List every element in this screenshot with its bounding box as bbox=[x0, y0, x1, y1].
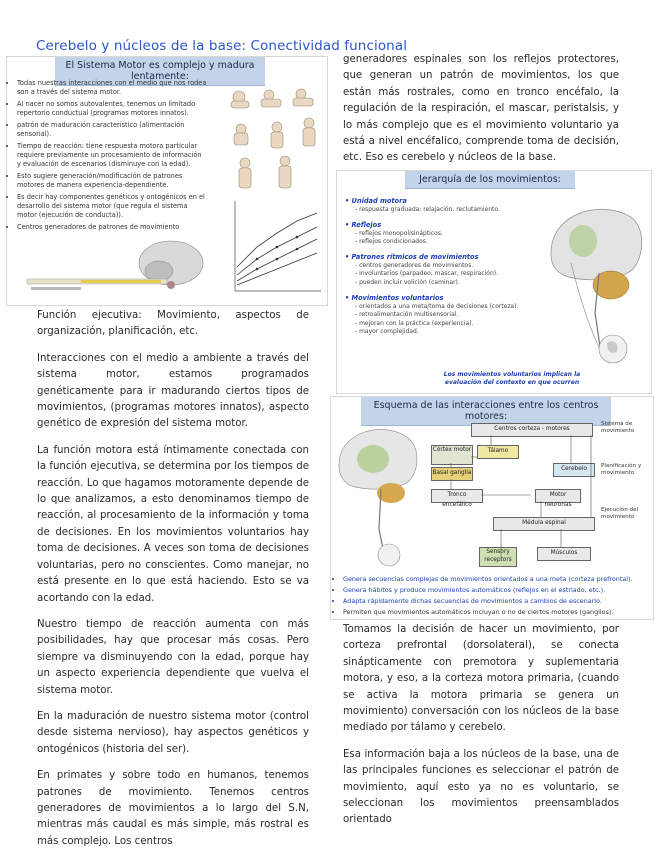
scheme-arrows bbox=[421, 427, 611, 567]
paragraph: En la maduración de nuestro sistema motor (control desde sistema nervioso), hay aspectos genéticos y ontogénicos (historia del ser). bbox=[37, 710, 309, 755]
paragraph: generadores espinales son los reflejos protectores, que generan un patrón de movimientos, los que están más rostrales, como en tronco encéfalo, la regulación de la respiración, el mascar, peristalsis, y lo más complejo que es el movimiento voluntario ya está a nivel encéfalico, comprende toma de decisión, etc. Eso es cerebelo y núcleos de la base. bbox=[343, 54, 619, 164]
hierarchy-item: • Reflejos bbox=[345, 220, 382, 229]
figure-header: El Sistema Motor es complejo y madura lentamente: bbox=[55, 57, 265, 86]
scheme-captions bbox=[331, 575, 655, 619]
motor-system-figure bbox=[6, 56, 328, 306]
figure-header: Esquema de las interacciones entre los centros motores: bbox=[361, 397, 611, 426]
caption-item: • Permiten que movimientos automáticos incluyan o no de ciertos motores (ganglios). bbox=[343, 608, 655, 617]
hierarchy-list bbox=[345, 197, 541, 337]
bullet: • Centros generadores de patrones de movimiento bbox=[17, 223, 207, 232]
paragraph: Tomamos la decisión de hacer un movimiento, por corteza prefrontal (dorsolateral), se conecta sinápticamente con premotora y suplementaria motora, y eso, a la corteza motora primaria, (cuando se activa la motora primaria se genera un movimiento) conversación con los núcleos de la base mediado por tálamo y cerebelo. bbox=[343, 624, 619, 734]
movement-hierarchy-figure bbox=[336, 170, 652, 394]
scheme-box-sensory-receptors: Sensory receptors bbox=[479, 547, 517, 567]
bullet: • Esto sugiere generación/modificación de patrones motores de manera experiencia-dependiente. bbox=[17, 172, 207, 190]
paragraph: En primates y sobre todo en humanos, tenemos patrones de movimiento. Tenemos centros generadores de movimientos a lo largo del S.N, mientras más caudal es más simple, más rostral es más complejo. Los centros bbox=[37, 770, 309, 847]
hierarchy-item: • Unidad motora bbox=[345, 197, 407, 205]
scheme-box-brainstem: Tronco encefálico bbox=[431, 489, 483, 503]
paragraph: La función motora está íntimamente conectada con la función ejecutiva, se determina por los tiempos de reacción. Lo que hagamos motoramente depende de lo que analizamos, a esto denominamos tiempo de reacción, al procesamiento de la información y toma de decisiones. En los movimientos voluntarios hay toma de decisiones. A veces son toma de decisiones voluntarias, pero no conscientes. Como manejar, no está presente en lo que está haciendo. Esto se va acortando con la edad. bbox=[37, 444, 309, 604]
bullet: • Es decir hay componentes genéticos y ontogénicos en el desarrollo del sistema motor (que regula el sistema motor (ejecución de conducta)). bbox=[17, 193, 207, 220]
hierarchy-sub: - orientados a una meta/toma de decisiones (corteza). bbox=[355, 302, 519, 310]
caption-item: • Genera secuencias complejas de movimientos orientados a una meta (corteza prefrontal). bbox=[343, 575, 655, 584]
paragraph: Función ejecutiva: Movimiento, aspectos de organización, planificación, etc. bbox=[37, 310, 309, 338]
reaction-time-graph bbox=[227, 197, 323, 297]
bullet: • Al nacer no somos autovalentes, tenemos un limitado repertorio conductual (programas motores innatos). bbox=[17, 100, 207, 118]
scheme-box-thalamus: Tálamo bbox=[477, 445, 519, 459]
paragraph: Interacciones con el medio a ambiente a través del sistema motor, estamos programados genéticamente para ir madurando ciertos tipos de movimientos, (programas motores innatos), aspecto genético de expresión del sistema motor. bbox=[37, 352, 309, 430]
bullet: • Tiempo de reacción: tiene respuesta motora particular requiere previamente un procesamiento de información y evaluación de escenarios (disminuye con la edad). bbox=[17, 142, 207, 169]
hierarchy-sub: - reflejos condicionados. bbox=[355, 238, 428, 246]
hierarchy-sub: - centros generadores de movimientos. bbox=[355, 261, 474, 269]
scheme-box-cortex: Centros corteza - motores bbox=[471, 423, 593, 437]
motor-centers-scheme-figure bbox=[330, 396, 654, 620]
left-column-text bbox=[37, 308, 309, 850]
paragraph: Nuestro tiempo de reacción aumenta con más posibilidades, hay que procesar más cosas. Pero siempre va disminuyendo con la edad, porque hay un aspecto experiencia dependiente que vuelva el sistema motor. bbox=[37, 618, 309, 696]
right-column-text-top bbox=[343, 52, 619, 167]
hierarchy-sub: - pueden incluir volición (caminar). bbox=[355, 278, 460, 286]
hierarchy-sub: - reflejos monopolisinápticos. bbox=[355, 229, 443, 237]
scheme-box-motor-neurons: Motor neuronas bbox=[535, 489, 581, 503]
bullet: • Todas nuestras interacciones con el medio que nos rodea son a través del sistema motor. bbox=[17, 79, 207, 97]
hierarchy-item: • Patrones rítmicos de movimientos bbox=[345, 252, 479, 261]
page-title: Cerebelo y núcleos de la base: Conectividad funcional bbox=[36, 38, 408, 54]
bullet: • patrón de maduración característico (alimentación sensorial). bbox=[17, 121, 207, 139]
right-column-text-bottom bbox=[343, 622, 619, 829]
hierarchy-sub: - involuntarios (parpadeo, mascar, respiración). bbox=[355, 270, 499, 278]
scheme-box-basal-ganglia: Basal ganglia bbox=[431, 467, 473, 481]
hierarchy-sub: - mejoran con la práctica (experiencia). bbox=[355, 319, 474, 327]
figure-header: Jerarquía de los movimientos: bbox=[405, 171, 575, 189]
hierarchy-sub: - respuesta graduada: relajación, reclutamiento. bbox=[355, 206, 500, 213]
hierarchy-sub: - mayor complejidad. bbox=[355, 328, 419, 336]
scheme-side-label: Sistema de movimiento bbox=[601, 421, 635, 434]
hierarchy-footer: Los movimientos voluntarios implican la evaluación del contexto en que ocurren bbox=[443, 371, 581, 386]
scheme-side-label: Planificación y movimiento bbox=[601, 463, 642, 476]
brain-spinal-illustration bbox=[21, 233, 211, 299]
scheme-box-muscles: Músculos bbox=[537, 547, 591, 561]
scheme-box-spinal-cord: Médula espinal bbox=[493, 517, 595, 531]
hierarchy-item: • Movimientos voluntarios bbox=[345, 293, 444, 302]
paragraph: Esa información baja a los núcleos de la base, una de las principales funciones es seleccionar el patrón de movimiento, aquí esto ya no es voluntario, se seleccionan los movimientos preensamblados orientado bbox=[343, 748, 619, 826]
infant-development-illustration bbox=[219, 83, 325, 193]
hierarchy-sub: - retroalimentación multisensorial. bbox=[355, 311, 459, 319]
scheme-box-cerebellum: Cerebelo bbox=[553, 463, 595, 477]
caption-item: • Adapta rápidamente dichas secuencias de movimientos a cambios de escenario. bbox=[343, 597, 655, 606]
scheme-box-motor-cortex: Córtex motor bbox=[431, 445, 473, 465]
scheme-brain-illustration bbox=[333, 419, 421, 569]
caption-item: • Genera hábitos y produce movimientos automáticos (reflejos en el estriado, etc.). bbox=[343, 586, 655, 595]
figure-bullets bbox=[7, 79, 207, 235]
brain-hierarchy-illustration bbox=[541, 193, 647, 373]
scheme-side-label: Ejecución del movimiento bbox=[601, 507, 639, 520]
